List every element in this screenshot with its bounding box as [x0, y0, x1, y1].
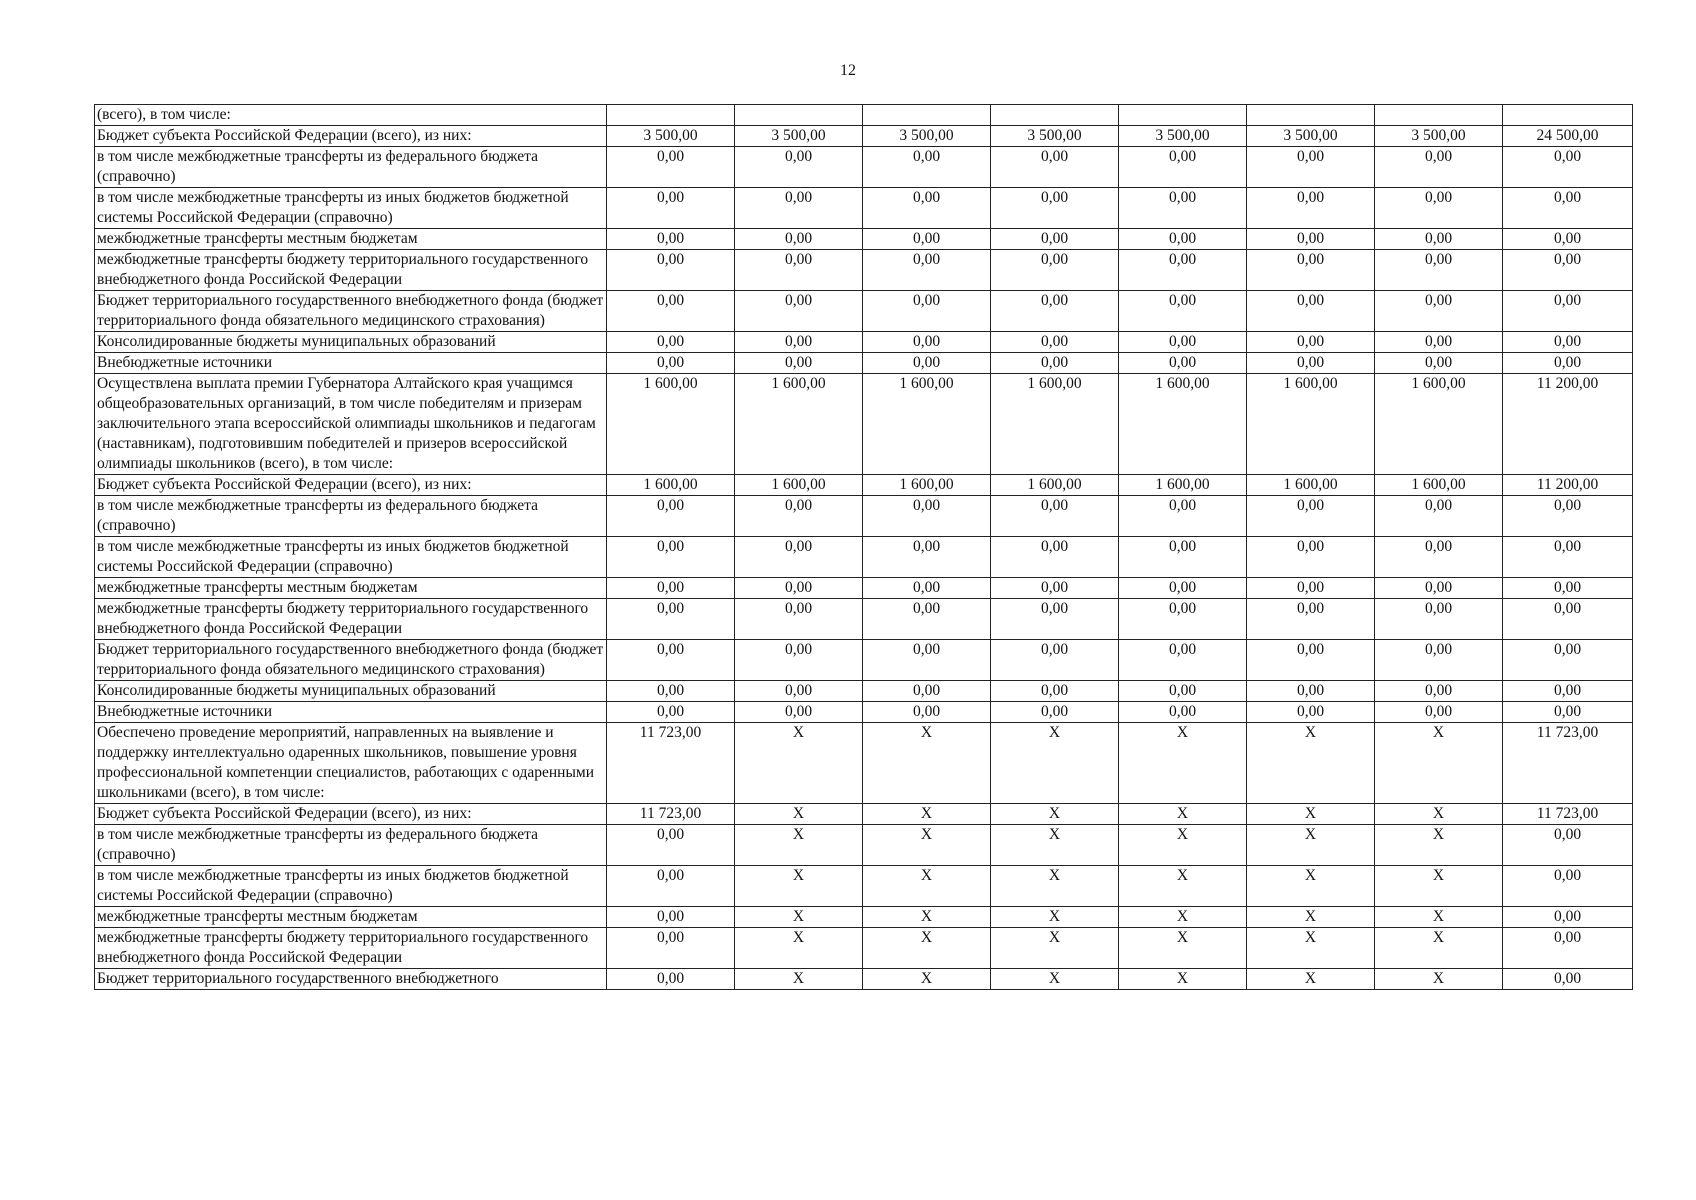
row-value-cell: 1 600,00 — [991, 374, 1119, 475]
row-value-cell: 0,00 — [1119, 537, 1247, 578]
row-value-cell: 0,00 — [1247, 640, 1375, 681]
row-value-cell: 0,00 — [1247, 147, 1375, 188]
row-value-cell: 0,00 — [863, 702, 991, 723]
row-value-cell: 11 200,00 — [1503, 374, 1633, 475]
row-value-cell: 0,00 — [991, 291, 1119, 332]
row-value-cell: 3 500,00 — [607, 126, 735, 147]
row-value-cell: 0,00 — [863, 681, 991, 702]
row-value-cell: 0,00 — [863, 291, 991, 332]
row-value-cell: X — [1375, 907, 1503, 928]
row-value-cell: 0,00 — [1375, 229, 1503, 250]
row-value-cell: 0,00 — [1503, 353, 1633, 374]
row-value-cell: 0,00 — [1247, 537, 1375, 578]
row-value-cell: 0,00 — [1503, 250, 1633, 291]
row-value-cell: 0,00 — [1119, 599, 1247, 640]
row-value-cell: 0,00 — [863, 147, 991, 188]
row-value-cell: 0,00 — [1247, 229, 1375, 250]
row-value-cell: 0,00 — [735, 291, 863, 332]
row-value-cell: 11 723,00 — [607, 804, 735, 825]
row-value-cell — [1503, 105, 1633, 126]
row-value-cell: X — [991, 723, 1119, 804]
row-value-cell: 0,00 — [735, 640, 863, 681]
table-row — [95, 907, 1633, 928]
row-value-cell: 0,00 — [1375, 640, 1503, 681]
row-value-cell: 0,00 — [607, 928, 735, 969]
row-value-cell: 0,00 — [1119, 640, 1247, 681]
row-value-cell: 0,00 — [607, 907, 735, 928]
row-value-cell: 0,00 — [991, 640, 1119, 681]
row-value-cell: X — [1119, 825, 1247, 866]
table-row — [95, 723, 1633, 804]
row-value-cell: X — [1375, 804, 1503, 825]
row-label: Внебюджетные источники — [95, 353, 607, 374]
row-value-cell: 0,00 — [1119, 291, 1247, 332]
row-value-cell: 0,00 — [735, 537, 863, 578]
row-value-cell — [735, 105, 863, 126]
row-value-cell: X — [991, 928, 1119, 969]
row-label: Бюджет территориального государственного внебюджетного фонда (бюджет территориального фонда обязательного медицинского страхования) — [95, 291, 607, 332]
row-value-cell: 0,00 — [1119, 147, 1247, 188]
row-value-cell: 0,00 — [1247, 702, 1375, 723]
row-value-cell: 0,00 — [1375, 681, 1503, 702]
row-value-cell: X — [991, 866, 1119, 907]
row-value-cell: 0,00 — [607, 229, 735, 250]
table-row — [95, 126, 1633, 147]
row-value-cell: 0,00 — [1375, 353, 1503, 374]
row-value-cell: X — [735, 804, 863, 825]
row-value-cell: 0,00 — [863, 599, 991, 640]
row-value-cell: 0,00 — [1119, 353, 1247, 374]
row-value-cell: X — [735, 969, 863, 990]
budget-table-body — [95, 105, 1633, 990]
row-value-cell: X — [1247, 723, 1375, 804]
row-value-cell: 0,00 — [1503, 537, 1633, 578]
row-value-cell: X — [735, 928, 863, 969]
row-value-cell: 0,00 — [991, 702, 1119, 723]
row-label: межбюджетные трансферты бюджету территориального государственного внебюджетного фонда Российской Федерации — [95, 599, 607, 640]
row-value-cell: 0,00 — [607, 599, 735, 640]
row-value-cell: X — [1375, 928, 1503, 969]
row-value-cell: 0,00 — [1503, 907, 1633, 928]
row-value-cell: X — [863, 825, 991, 866]
table-row — [95, 475, 1633, 496]
row-value-cell: 11 723,00 — [1503, 723, 1633, 804]
row-value-cell: 3 500,00 — [991, 126, 1119, 147]
row-value-cell: X — [1375, 866, 1503, 907]
table-row — [95, 229, 1633, 250]
table-row — [95, 640, 1633, 681]
table-row — [95, 969, 1633, 990]
row-value-cell: 1 600,00 — [1247, 475, 1375, 496]
row-label: Бюджет субъекта Российской Федерации (всего), из них: — [95, 475, 607, 496]
row-value-cell: X — [1119, 928, 1247, 969]
table-row — [95, 537, 1633, 578]
row-value-cell: 0,00 — [1119, 332, 1247, 353]
row-value-cell: 1 600,00 — [1119, 374, 1247, 475]
row-value-cell: X — [1119, 969, 1247, 990]
row-value-cell: 0,00 — [1247, 332, 1375, 353]
row-value-cell: 11 723,00 — [1503, 804, 1633, 825]
row-label: Бюджет субъекта Российской Федерации (всего), из них: — [95, 804, 607, 825]
row-value-cell: 0,00 — [607, 250, 735, 291]
row-value-cell: X — [991, 804, 1119, 825]
row-value-cell: 0,00 — [735, 332, 863, 353]
row-label: Внебюджетные источники — [95, 702, 607, 723]
row-value-cell: 1 600,00 — [735, 475, 863, 496]
row-value-cell: 1 600,00 — [863, 374, 991, 475]
table-row — [95, 599, 1633, 640]
row-label: в том числе межбюджетные трансферты из иных бюджетов бюджетной системы Российской Федерации (справочно) — [95, 866, 607, 907]
row-value-cell: 1 600,00 — [1375, 475, 1503, 496]
row-value-cell: 0,00 — [1375, 702, 1503, 723]
row-value-cell: 0,00 — [1503, 229, 1633, 250]
row-label: межбюджетные трансферты местным бюджетам — [95, 229, 607, 250]
row-value-cell: 0,00 — [991, 229, 1119, 250]
row-value-cell: 0,00 — [1375, 250, 1503, 291]
row-value-cell: 11 200,00 — [1503, 475, 1633, 496]
row-value-cell: 0,00 — [735, 147, 863, 188]
row-value-cell: 0,00 — [1247, 578, 1375, 599]
row-label: Консолидированные бюджеты муниципальных образований — [95, 332, 607, 353]
row-value-cell: X — [863, 866, 991, 907]
row-value-cell — [1375, 105, 1503, 126]
row-value-cell: 0,00 — [607, 496, 735, 537]
row-value-cell: X — [863, 969, 991, 990]
row-value-cell: 0,00 — [863, 229, 991, 250]
row-value-cell: 1 600,00 — [735, 374, 863, 475]
row-label: Осуществлена выплата премии Губернатора Алтайского края учащимся общеобразовательных организаций, в том числе победителям и призерам заключительного этапа всероссийской олимпиады школьников и педагогам (наставникам), подготовившим победителей и призеров всероссийской олимпиады школьников (всего), в том числе: — [95, 374, 607, 475]
row-value-cell: 0,00 — [1247, 681, 1375, 702]
table-row — [95, 702, 1633, 723]
row-value-cell: X — [991, 907, 1119, 928]
table-row — [95, 250, 1633, 291]
row-value-cell: 0,00 — [991, 332, 1119, 353]
row-value-cell: X — [1247, 969, 1375, 990]
table-row — [95, 825, 1633, 866]
budget-table — [94, 104, 1633, 990]
row-value-cell: 0,00 — [607, 640, 735, 681]
row-value-cell: 0,00 — [1119, 229, 1247, 250]
table-row — [95, 681, 1633, 702]
row-value-cell: 0,00 — [1247, 291, 1375, 332]
row-value-cell: 0,00 — [991, 681, 1119, 702]
row-value-cell: 0,00 — [1375, 496, 1503, 537]
row-value-cell: 0,00 — [1503, 188, 1633, 229]
row-label: межбюджетные трансферты бюджету территориального государственного внебюджетного фонда Российской Федерации — [95, 928, 607, 969]
row-value-cell: 0,00 — [1503, 147, 1633, 188]
row-value-cell: 3 500,00 — [1247, 126, 1375, 147]
row-value-cell: 0,00 — [1503, 332, 1633, 353]
row-value-cell: 0,00 — [1375, 332, 1503, 353]
row-value-cell: 0,00 — [1375, 188, 1503, 229]
row-value-cell: 0,00 — [1119, 496, 1247, 537]
row-value-cell: 0,00 — [1503, 969, 1633, 990]
row-value-cell: X — [991, 969, 1119, 990]
page-number: 12 — [840, 62, 856, 79]
table-row — [95, 105, 1633, 126]
table-row — [95, 866, 1633, 907]
row-label: (всего), в том числе: — [95, 105, 607, 126]
row-value-cell: X — [863, 928, 991, 969]
row-value-cell: X — [1247, 804, 1375, 825]
row-value-cell: 0,00 — [991, 353, 1119, 374]
row-value-cell: 0,00 — [1503, 866, 1633, 907]
row-label: в том числе межбюджетные трансферты из федерального бюджета (справочно) — [95, 496, 607, 537]
row-value-cell: 0,00 — [991, 250, 1119, 291]
row-label: Бюджет субъекта Российской Федерации (всего), из них: — [95, 126, 607, 147]
row-value-cell: X — [1119, 907, 1247, 928]
row-value-cell: 0,00 — [735, 250, 863, 291]
row-label: Консолидированные бюджеты муниципальных образований — [95, 681, 607, 702]
row-label: Бюджет территориального государственного внебюджетного фонда (бюджет территориального фонда обязательного медицинского страхования) — [95, 640, 607, 681]
row-value-cell: 0,00 — [991, 537, 1119, 578]
row-label: в том числе межбюджетные трансферты из иных бюджетов бюджетной системы Российской Федерации (справочно) — [95, 188, 607, 229]
row-value-cell: X — [1247, 907, 1375, 928]
row-value-cell: 1 600,00 — [1247, 374, 1375, 475]
row-value-cell: 0,00 — [1503, 702, 1633, 723]
row-value-cell: 0,00 — [863, 188, 991, 229]
table-row — [95, 374, 1633, 475]
row-value-cell: 0,00 — [1247, 599, 1375, 640]
table-row — [95, 147, 1633, 188]
row-value-cell: 0,00 — [735, 496, 863, 537]
row-value-cell: X — [735, 723, 863, 804]
row-value-cell: X — [735, 866, 863, 907]
row-value-cell: 0,00 — [607, 353, 735, 374]
row-value-cell — [1119, 105, 1247, 126]
row-value-cell: 0,00 — [735, 578, 863, 599]
row-label: межбюджетные трансферты бюджету территориального государственного внебюджетного фонда Российской Федерации — [95, 250, 607, 291]
row-value-cell: 0,00 — [1503, 291, 1633, 332]
row-value-cell: 0,00 — [1119, 250, 1247, 291]
table-row — [95, 496, 1633, 537]
row-value-cell: 24 500,00 — [1503, 126, 1633, 147]
row-value-cell: 0,00 — [735, 702, 863, 723]
row-value-cell: 0,00 — [1375, 147, 1503, 188]
row-value-cell: 0,00 — [735, 229, 863, 250]
row-label: межбюджетные трансферты местным бюджетам — [95, 578, 607, 599]
row-value-cell: 0,00 — [991, 496, 1119, 537]
row-value-cell: 0,00 — [1375, 291, 1503, 332]
row-value-cell: 0,00 — [735, 599, 863, 640]
row-value-cell: X — [1375, 969, 1503, 990]
row-value-cell: X — [991, 825, 1119, 866]
row-value-cell: 0,00 — [1375, 599, 1503, 640]
row-value-cell: 0,00 — [991, 147, 1119, 188]
row-label: в том числе межбюджетные трансферты из федерального бюджета (справочно) — [95, 147, 607, 188]
row-value-cell: 0,00 — [735, 188, 863, 229]
row-value-cell: 3 500,00 — [735, 126, 863, 147]
table-row — [95, 353, 1633, 374]
row-value-cell: 1 600,00 — [607, 374, 735, 475]
row-value-cell: 0,00 — [1503, 928, 1633, 969]
row-value-cell: 0,00 — [863, 578, 991, 599]
row-value-cell: 0,00 — [607, 147, 735, 188]
row-value-cell: 0,00 — [1119, 578, 1247, 599]
row-label: Обеспечено проведение мероприятий, направленных на выявление и поддержку интеллектуально одаренных школьников, повышение уровня профессиональной компетенции специалистов, работающих с одаренными школьниками (всего), в том числе: — [95, 723, 607, 804]
row-value-cell: 0,00 — [1375, 578, 1503, 599]
row-label: в том числе межбюджетные трансферты из иных бюджетов бюджетной системы Российской Федерации (справочно) — [95, 537, 607, 578]
row-value-cell: X — [1119, 866, 1247, 907]
row-value-cell: 3 500,00 — [1119, 126, 1247, 147]
row-value-cell: 0,00 — [1247, 188, 1375, 229]
row-value-cell: 0,00 — [607, 291, 735, 332]
row-value-cell: 0,00 — [1503, 578, 1633, 599]
row-value-cell: 0,00 — [607, 681, 735, 702]
row-value-cell: 1 600,00 — [1375, 374, 1503, 475]
row-value-cell: 0,00 — [607, 188, 735, 229]
row-value-cell: 0,00 — [1503, 496, 1633, 537]
row-value-cell: 0,00 — [863, 353, 991, 374]
table-row — [95, 578, 1633, 599]
row-value-cell: X — [863, 723, 991, 804]
row-value-cell: 0,00 — [991, 599, 1119, 640]
row-value-cell: 0,00 — [1503, 825, 1633, 866]
row-value-cell: 0,00 — [607, 866, 735, 907]
row-value-cell: 0,00 — [607, 537, 735, 578]
row-value-cell: 0,00 — [863, 640, 991, 681]
row-value-cell: 0,00 — [607, 702, 735, 723]
row-value-cell: 0,00 — [1119, 681, 1247, 702]
row-value-cell: 0,00 — [863, 496, 991, 537]
row-label: межбюджетные трансферты местным бюджетам — [95, 907, 607, 928]
row-value-cell: 0,00 — [863, 250, 991, 291]
row-value-cell: X — [735, 907, 863, 928]
row-value-cell: 3 500,00 — [863, 126, 991, 147]
row-value-cell: 0,00 — [735, 681, 863, 702]
row-value-cell: X — [863, 804, 991, 825]
row-value-cell: 0,00 — [1375, 537, 1503, 578]
table-row — [95, 332, 1633, 353]
row-value-cell: X — [1375, 825, 1503, 866]
row-value-cell: 0,00 — [735, 353, 863, 374]
row-value-cell: 0,00 — [991, 188, 1119, 229]
row-value-cell: X — [735, 825, 863, 866]
table-row — [95, 804, 1633, 825]
row-value-cell: 0,00 — [1247, 353, 1375, 374]
row-value-cell: X — [1119, 723, 1247, 804]
row-value-cell: 3 500,00 — [1375, 126, 1503, 147]
row-label: в том числе межбюджетные трансферты из федерального бюджета (справочно) — [95, 825, 607, 866]
row-value-cell: 0,00 — [607, 825, 735, 866]
row-value-cell — [607, 105, 735, 126]
table-row — [95, 188, 1633, 229]
row-value-cell — [991, 105, 1119, 126]
row-value-cell: 0,00 — [1503, 681, 1633, 702]
row-value-cell: 0,00 — [1247, 496, 1375, 537]
row-value-cell: 0,00 — [1247, 250, 1375, 291]
table-row — [95, 291, 1633, 332]
row-value-cell: 0,00 — [991, 578, 1119, 599]
row-value-cell: 0,00 — [607, 578, 735, 599]
row-value-cell — [863, 105, 991, 126]
row-value-cell: 1 600,00 — [863, 475, 991, 496]
row-value-cell: 11 723,00 — [607, 723, 735, 804]
row-value-cell: X — [1247, 866, 1375, 907]
row-value-cell — [1247, 105, 1375, 126]
row-value-cell: 0,00 — [1503, 640, 1633, 681]
row-value-cell: 0,00 — [607, 332, 735, 353]
table-row — [95, 928, 1633, 969]
row-value-cell: 0,00 — [863, 537, 991, 578]
row-value-cell: 0,00 — [863, 332, 991, 353]
row-value-cell: 0,00 — [1119, 188, 1247, 229]
row-value-cell: X — [1247, 928, 1375, 969]
row-value-cell: X — [1247, 825, 1375, 866]
row-value-cell: 1 600,00 — [1119, 475, 1247, 496]
row-value-cell: X — [1375, 723, 1503, 804]
row-value-cell: X — [863, 907, 991, 928]
row-value-cell: 1 600,00 — [607, 475, 735, 496]
row-value-cell: 0,00 — [1503, 599, 1633, 640]
row-value-cell: X — [1119, 804, 1247, 825]
row-label: Бюджет территориального государственного внебюджетного — [95, 969, 607, 990]
row-value-cell: 0,00 — [607, 969, 735, 990]
row-value-cell: 0,00 — [1119, 702, 1247, 723]
row-value-cell: 1 600,00 — [991, 475, 1119, 496]
